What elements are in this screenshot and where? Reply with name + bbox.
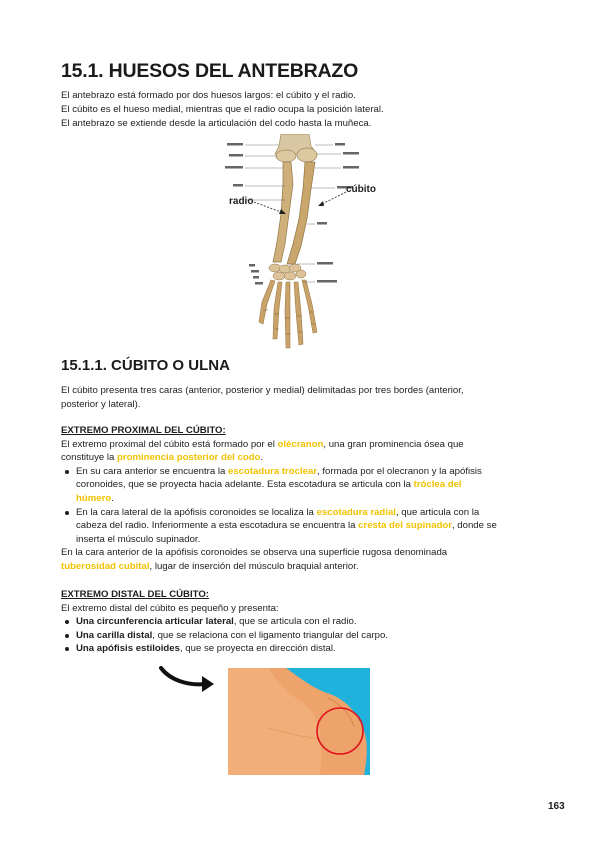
intro-paragraph [61, 89, 551, 131]
section-distal [61, 588, 551, 656]
section-subtitle: 15.1.1. CÚBITO O ULNA [61, 357, 230, 374]
wrist-photo [228, 668, 370, 775]
highlight-term: escotadura radial [316, 506, 396, 518]
intro-line: El cúbito es el hueso medial, mientras que el radio ocupa la posición lateral. [61, 104, 384, 115]
distal-list [61, 615, 551, 656]
list-item: En la cara lateral de la apófisis coronoides se localiza la escotadura radial, que articula con la cabeza del radio. Inferiormente a esta escotadura se encuentra la cresta del supinador, donde se inserta el músculo supinador. [61, 506, 551, 547]
highlight-term: húmero [76, 492, 112, 504]
section-heading: EXTREMO DISTAL DEL CÚBITO: [61, 589, 209, 600]
section-intro: El extremo distal del cúbito es pequeño y presenta: [61, 602, 279, 614]
highlight-term: prominencia posterior del codo [117, 452, 261, 464]
list-item: Una carilla distal, que se relaciona con el ligamento triangular del carpo. [61, 629, 551, 643]
description-line: posterior y lateral). [61, 398, 141, 410]
section-heading: EXTREMO PROXIMAL DEL CÚBITO: [61, 425, 226, 436]
section-closing: En la cara anterior de la apófisis coronoides se observa una superficie rugosa denominada [61, 547, 448, 559]
page-number: 163 [548, 801, 565, 812]
figure-label-radio: radio [229, 196, 254, 207]
list-item: En su cara anterior se encuentra la escotadura troclear, formada por el olecranon y la apófisis coronoides, que se proyecta hacia adelante. Esta escotadura se articula con la tróclea del húmero. [61, 465, 551, 506]
forearm-skeleton-figure [223, 134, 363, 354]
section-intro: El extremo proximal del cúbito está formado por el olécranon, una gran prominencia ósea que [61, 438, 464, 450]
section-proximal [61, 424, 551, 574]
highlight-term: tróclea del [413, 479, 462, 491]
curved-arrow-icon [158, 662, 216, 696]
section-intro-cont: constituye la prominencia posterior del codo. [61, 452, 264, 464]
highlight-term: cresta del supinador [358, 520, 452, 532]
list-item: Una circunferencia articular lateral, que se articula con el radio. [61, 615, 551, 629]
description-line: El cúbito presenta tres caras (anterior, posterior y medial) delimitadas por tres bordes (anterior, [61, 385, 464, 396]
section-closing-cont: tuberosidad cubital, lugar de inserción del músculo braquial anterior. [61, 560, 359, 572]
intro-line: El antebrazo se extiende desde la articulación del codo hasta la muñeca. [61, 118, 372, 129]
intro-line: El antebrazo está formado por dos huesos largos: el cúbito y el radio. [61, 90, 356, 101]
cubito-description [61, 384, 541, 411]
list-item: Una apófisis estiloides, que se proyecta en dirección distal. [61, 642, 551, 656]
highlight-term: tuberosidad cubital [61, 560, 150, 572]
highlight-term: olécranon [277, 438, 324, 450]
figure-label-cubito: cúbito [346, 184, 376, 195]
highlight-term: escotadura troclear [228, 465, 318, 477]
proximal-list [61, 465, 551, 547]
page-title: 15.1. HUESOS DEL ANTEBRAZO [61, 60, 359, 82]
label-arrows [250, 190, 370, 230]
